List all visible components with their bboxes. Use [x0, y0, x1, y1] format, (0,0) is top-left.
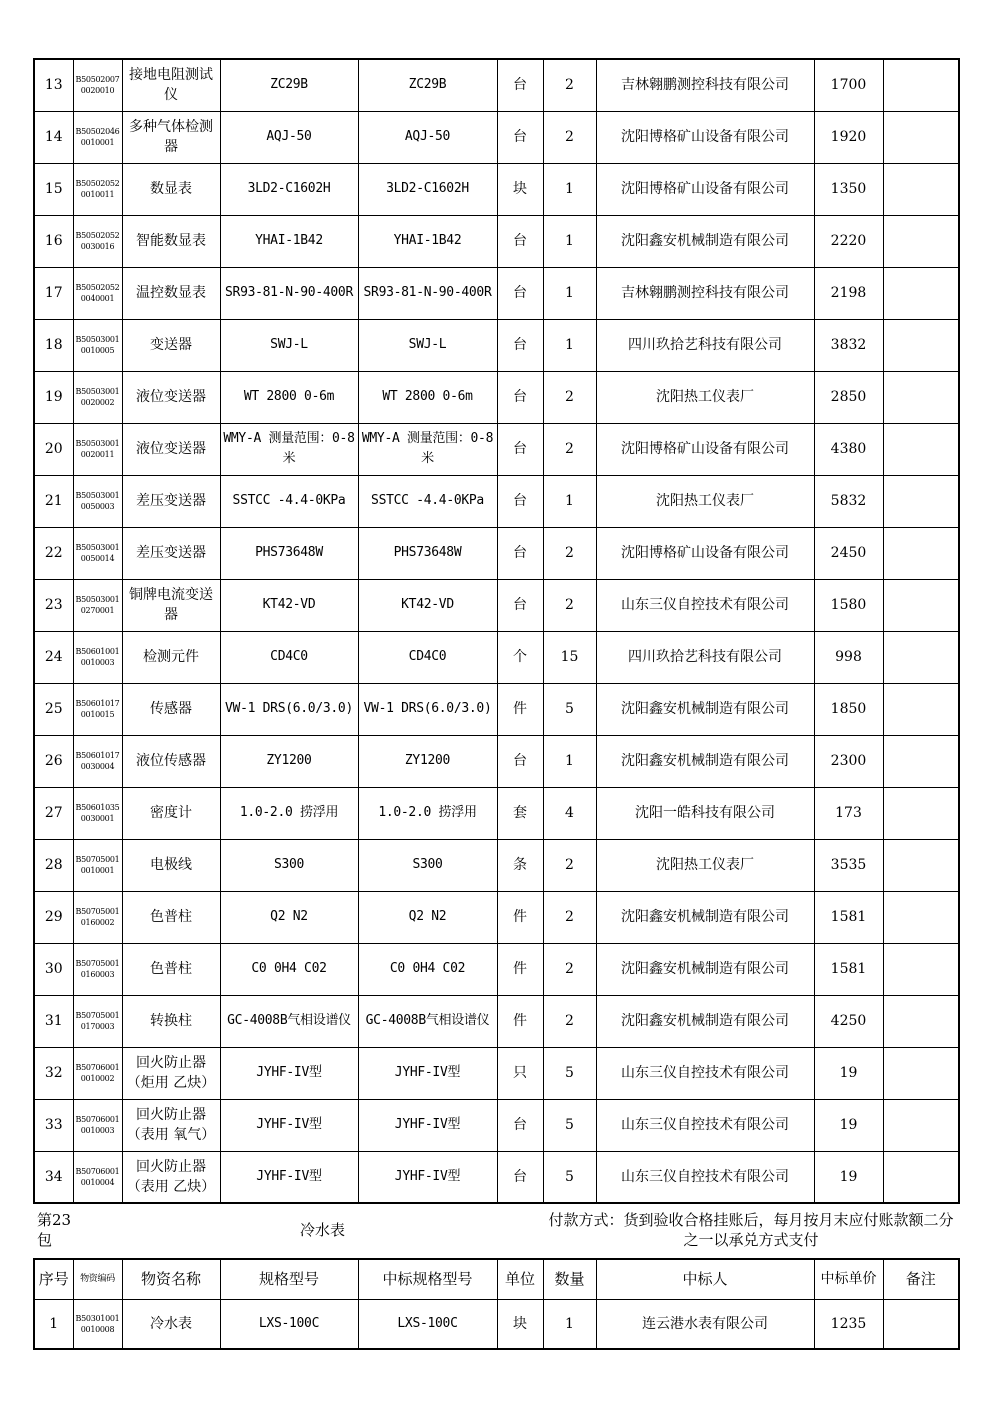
table-row [34, 423, 959, 475]
material-code: B506010350030001 [73, 787, 122, 839]
material-name [122, 995, 220, 1047]
winning-bidder: 沈阳博格矿山设备有限公司 [596, 163, 814, 215]
quantity: 1 [543, 215, 596, 267]
quantity: 2 [543, 423, 596, 475]
unit-price: 2450 [814, 527, 883, 579]
spec-model: ZY1200 [220, 735, 358, 787]
unit-price: 5832 [814, 475, 883, 527]
spec-model: Q2 N2 [220, 891, 358, 943]
header-remark: 备注 [883, 1259, 959, 1299]
remark [883, 111, 959, 163]
unit: 台 [497, 475, 543, 527]
quantity: 2 [543, 527, 596, 579]
material-code: B505030010010005 [73, 319, 122, 371]
spec-model: C0 0H4 C02 [220, 943, 358, 995]
winning-bidder: 山东三仪自控技术有限公司 [596, 1099, 814, 1151]
remark [883, 423, 959, 475]
spec-model: YHAI-1B42 [220, 215, 358, 267]
material-code: B505020520010011 [73, 163, 122, 215]
quantity: 2 [543, 943, 596, 995]
row-number: 29 [34, 891, 73, 943]
row-number: 14 [34, 111, 73, 163]
quantity: 1 [543, 319, 596, 371]
winning-bidder: 四川玖拾艺科技有限公司 [596, 319, 814, 371]
quantity: 2 [543, 111, 596, 163]
bid-spec-model: VW-1 DRS(6.0/3.0) [358, 683, 497, 735]
unit: 台 [497, 59, 543, 111]
remark [883, 631, 959, 683]
winning-bidder: 沈阳博格矿山设备有限公司 [596, 423, 814, 475]
unit-price: 19 [814, 1099, 883, 1151]
table-row [34, 943, 959, 995]
unit-price: 998 [814, 631, 883, 683]
material-name-text: 检测元件 [143, 649, 199, 665]
remark [883, 1299, 959, 1349]
material-name [122, 371, 220, 423]
table-row [34, 735, 959, 787]
unit: 块 [497, 1299, 543, 1349]
bid-spec-model: GC-4008B气相设谱仪 [358, 995, 497, 1047]
material-code: B505020460010001 [73, 111, 122, 163]
table-row [34, 683, 959, 735]
bid-spec-model: YHAI-1B42 [358, 215, 497, 267]
remark [883, 943, 959, 995]
material-name [122, 423, 220, 475]
material-code: B507050010160003 [73, 943, 122, 995]
bid-spec-model: SWJ-L [358, 319, 497, 371]
material-name [122, 163, 220, 215]
material-name [122, 319, 220, 371]
package-table [33, 1258, 960, 1350]
unit: 只 [497, 1047, 543, 1099]
material-code: B506010170010015 [73, 683, 122, 735]
row-number: 23 [34, 579, 73, 631]
spec-model: ZC29B [220, 59, 358, 111]
winning-bidder: 沈阳博格矿山设备有限公司 [596, 527, 814, 579]
quantity: 15 [543, 631, 596, 683]
package-number: 第23包 [37, 1211, 72, 1249]
winning-bidder: 沈阳热工仪表厂 [596, 371, 814, 423]
unit-price: 3535 [814, 839, 883, 891]
winning-bidder: 连云港水表有限公司 [596, 1299, 814, 1349]
winning-bidder: 沈阳热工仪表厂 [596, 475, 814, 527]
header-name: 物资名称 [122, 1259, 220, 1299]
winning-bidder: 沈阳鑫安机械制造有限公司 [596, 891, 814, 943]
winning-bidder: 沈阳一皓科技有限公司 [596, 787, 814, 839]
material-code: B506010010010003 [73, 631, 122, 683]
material-name-text: 接地电阻测试仪 [129, 67, 213, 104]
unit: 台 [497, 1099, 543, 1151]
winning-bidder: 沈阳热工仪表厂 [596, 839, 814, 891]
quantity: 5 [543, 1047, 596, 1099]
unit-price: 1581 [814, 891, 883, 943]
unit: 台 [497, 267, 543, 319]
remark [883, 891, 959, 943]
row-number: 27 [34, 787, 73, 839]
unit-price: 1235 [814, 1299, 883, 1349]
material-code: B507060010010003 [73, 1099, 122, 1151]
row-number: 25 [34, 683, 73, 735]
quantity: 5 [543, 683, 596, 735]
material-name-text: 变送器 [150, 337, 192, 353]
material-name [122, 735, 220, 787]
winning-bidder: 沈阳博格矿山设备有限公司 [596, 111, 814, 163]
unit: 件 [497, 891, 543, 943]
row-number: 21 [34, 475, 73, 527]
bid-spec-model: JYHF-IV型 [358, 1099, 497, 1151]
quantity: 2 [543, 995, 596, 1047]
material-code: B503010010010008 [73, 1299, 122, 1349]
package-title: 冷水表 [300, 1221, 346, 1239]
quantity: 5 [543, 1099, 596, 1151]
header-unit: 单位 [497, 1259, 543, 1299]
bid-spec-model: 3LD2-C1602H [358, 163, 497, 215]
material-table [33, 58, 960, 1204]
table-row [34, 475, 959, 527]
unit: 块 [497, 163, 543, 215]
table-row [34, 215, 959, 267]
unit: 台 [497, 735, 543, 787]
winning-bidder: 吉林翱鹏测控科技有限公司 [596, 59, 814, 111]
remark [883, 163, 959, 215]
unit-price: 4380 [814, 423, 883, 475]
quantity: 2 [543, 59, 596, 111]
unit-price: 19 [814, 1151, 883, 1203]
unit: 个 [497, 631, 543, 683]
bid-spec-model: WT 2800 0-6m [358, 371, 497, 423]
winning-bidder: 吉林翱鹏测控科技有限公司 [596, 267, 814, 319]
table-row [34, 319, 959, 371]
bid-spec-model: PHS73648W [358, 527, 497, 579]
material-code: B505020520030016 [73, 215, 122, 267]
material-name [122, 631, 220, 683]
table-row [34, 1099, 959, 1151]
bid-spec-model: KT42-VD [358, 579, 497, 631]
material-name-text: 差压变送器 [136, 493, 206, 509]
winning-bidder: 山东三仪自控技术有限公司 [596, 579, 814, 631]
table-row [34, 891, 959, 943]
material-code: B505030010020002 [73, 371, 122, 423]
bid-spec-model: WMY-A 测量范围：0-8米 [358, 423, 497, 475]
spec-model: SR93-81-N-90-400R [220, 267, 358, 319]
unit-price: 2198 [814, 267, 883, 319]
unit: 台 [497, 579, 543, 631]
bid-spec-model: Q2 N2 [358, 891, 497, 943]
remark [883, 215, 959, 267]
remark [883, 995, 959, 1047]
row-number: 16 [34, 215, 73, 267]
material-name [122, 475, 220, 527]
unit: 台 [497, 423, 543, 475]
spec-model: AQJ-50 [220, 111, 358, 163]
material-name-text: 铜牌电流变送器 [129, 587, 213, 623]
unit-price: 2220 [814, 215, 883, 267]
material-name-text: 液位变送器 [136, 441, 206, 457]
material-name-text: 差压变送器 [136, 545, 206, 561]
bid-spec-model: SSTCC -4.4-0KPa [358, 475, 497, 527]
material-name [122, 1047, 220, 1099]
material-name [122, 1299, 220, 1349]
material-name-text: 色普柱 [150, 909, 192, 925]
header-qty: 数量 [543, 1259, 596, 1299]
bid-spec-model: LXS-100C [358, 1299, 497, 1349]
winning-bidder: 沈阳鑫安机械制造有限公司 [596, 943, 814, 995]
spec-model: SSTCC -4.4-0KPa [220, 475, 358, 527]
table-row [34, 631, 959, 683]
row-number: 24 [34, 631, 73, 683]
row-number: 15 [34, 163, 73, 215]
quantity: 1 [543, 163, 596, 215]
bid-spec-model: ZY1200 [358, 735, 497, 787]
unit-price: 1700 [814, 59, 883, 111]
table-row [34, 527, 959, 579]
remark [883, 735, 959, 787]
table-row [34, 579, 959, 631]
spec-model: JYHF-IV型 [220, 1151, 358, 1203]
material-code: B507050010160002 [73, 891, 122, 943]
material-code: B505030010050003 [73, 475, 122, 527]
quantity: 5 [543, 1151, 596, 1203]
material-code: B505030010050014 [73, 527, 122, 579]
unit: 台 [497, 371, 543, 423]
spec-model: GC-4008B气相设谱仪 [220, 995, 358, 1047]
remark [883, 267, 959, 319]
remark [883, 683, 959, 735]
material-code: B505020520040001 [73, 267, 122, 319]
table-row [34, 995, 959, 1047]
spec-model: LXS-100C [220, 1299, 358, 1349]
unit-price: 1581 [814, 943, 883, 995]
material-name [122, 111, 220, 163]
unit-price: 1920 [814, 111, 883, 163]
material-name-text: 液位变送器 [136, 389, 206, 405]
remark [883, 59, 959, 111]
material-name [122, 59, 220, 111]
material-name-text: 液位传感器 [136, 753, 206, 769]
remark [883, 319, 959, 371]
material-code: B507060010010004 [73, 1151, 122, 1203]
bid-spec-model: AQJ-50 [358, 111, 497, 163]
unit-price: 19 [814, 1047, 883, 1099]
spec-model: JYHF-IV型 [220, 1099, 358, 1151]
row-number: 33 [34, 1099, 73, 1151]
remark [883, 787, 959, 839]
row-number: 22 [34, 527, 73, 579]
material-name-text: 智能数显表 [136, 233, 206, 249]
row-number: 1 [34, 1299, 73, 1349]
bid-spec-model: C0 0H4 C02 [358, 943, 497, 995]
material-name-text: 多种气体检测器 [129, 119, 213, 155]
remark [883, 475, 959, 527]
spec-model: SWJ-L [220, 319, 358, 371]
material-name [122, 215, 220, 267]
quantity: 1 [543, 475, 596, 527]
bid-spec-model: SR93-81-N-90-400R [358, 267, 497, 319]
material-name-text: 数显表 [150, 181, 192, 197]
unit-price: 1580 [814, 579, 883, 631]
material-name [122, 579, 220, 631]
winning-bidder: 沈阳鑫安机械制造有限公司 [596, 215, 814, 267]
unit: 台 [497, 527, 543, 579]
spec-model: CD4C0 [220, 631, 358, 683]
spec-model: JYHF-IV型 [220, 1047, 358, 1099]
table-header-row [34, 1259, 959, 1299]
row-number: 34 [34, 1151, 73, 1203]
spec-model: WT 2800 0-6m [220, 371, 358, 423]
row-number: 26 [34, 735, 73, 787]
table-row [34, 787, 959, 839]
winning-bidder: 沈阳鑫安机械制造有限公司 [596, 995, 814, 1047]
winning-bidder: 四川玖拾艺科技有限公司 [596, 631, 814, 683]
row-number: 31 [34, 995, 73, 1047]
winning-bidder: 沈阳鑫安机械制造有限公司 [596, 683, 814, 735]
material-code: B507060010010002 [73, 1047, 122, 1099]
header-no: 序号 [34, 1259, 73, 1299]
winning-bidder: 山东三仪自控技术有限公司 [596, 1151, 814, 1203]
material-code: B507050010170003 [73, 995, 122, 1047]
material-name-text: 转换柱 [150, 1013, 192, 1029]
unit-price: 1850 [814, 683, 883, 735]
quantity: 2 [543, 371, 596, 423]
quantity: 2 [543, 579, 596, 631]
spec-model: S300 [220, 839, 358, 891]
quantity: 1 [543, 735, 596, 787]
material-name-text: 回火防止器（表用 乙炔） [126, 1158, 216, 1195]
quantity: 4 [543, 787, 596, 839]
material-code: B505030010020011 [73, 423, 122, 475]
header-code: 物资编码 [73, 1259, 122, 1299]
material-name-text: 回火防止器（表用 氧气） [126, 1107, 216, 1143]
material-name [122, 891, 220, 943]
winning-bidder: 山东三仪自控技术有限公司 [596, 1047, 814, 1099]
table-row [34, 1047, 959, 1099]
material-name-text: 传感器 [150, 701, 192, 717]
material-name [122, 787, 220, 839]
row-number: 13 [34, 59, 73, 111]
material-name [122, 1151, 220, 1203]
table-row [34, 267, 959, 319]
bid-spec-model: JYHF-IV型 [358, 1151, 497, 1203]
unit-price: 3832 [814, 319, 883, 371]
remark [883, 527, 959, 579]
quantity: 2 [543, 891, 596, 943]
header-vendor: 中标人 [596, 1259, 814, 1299]
payment-terms: 付款方式：货到验收合格挂账后，每月按月末应付账款额二分之一以承兑方式支付 [548, 1211, 954, 1249]
material-name-text: 电极线 [150, 857, 192, 873]
material-name [122, 1099, 220, 1151]
material-code: B505020070020010 [73, 59, 122, 111]
unit: 条 [497, 839, 543, 891]
material-code: B507050010010001 [73, 839, 122, 891]
row-number: 19 [34, 371, 73, 423]
quantity: 2 [543, 839, 596, 891]
unit: 台 [497, 111, 543, 163]
material-name [122, 527, 220, 579]
remark [883, 1151, 959, 1203]
remark [883, 1099, 959, 1151]
unit-price: 1350 [814, 163, 883, 215]
table-row [34, 163, 959, 215]
quantity: 1 [543, 1299, 596, 1349]
unit-price: 2850 [814, 371, 883, 423]
material-name [122, 943, 220, 995]
row-number: 20 [34, 423, 73, 475]
unit: 件 [497, 995, 543, 1047]
unit: 台 [497, 1151, 543, 1203]
spec-model: 1.0-2.0 捞浮用 [220, 787, 358, 839]
table-row [34, 1151, 959, 1203]
remark [883, 1047, 959, 1099]
material-name-text: 回火防止器（炬用 乙炔） [126, 1055, 216, 1091]
header-bid-spec: 中标规格型号 [358, 1259, 497, 1299]
bid-spec-model: 1.0-2.0 捞浮用 [358, 787, 497, 839]
material-code: B506010170030004 [73, 735, 122, 787]
table-row [34, 371, 959, 423]
table-row [34, 839, 959, 891]
winning-bidder: 沈阳鑫安机械制造有限公司 [596, 735, 814, 787]
table-row [34, 1299, 959, 1349]
unit-price: 2300 [814, 735, 883, 787]
material-name-text: 色普柱 [150, 961, 192, 977]
bid-spec-model: S300 [358, 839, 497, 891]
spec-model: PHS73648W [220, 527, 358, 579]
material-name-text: 密度计 [150, 805, 192, 821]
row-number: 17 [34, 267, 73, 319]
remark [883, 371, 959, 423]
material-name-text: 冷水表 [150, 1315, 192, 1332]
header-price: 中标单价 [814, 1259, 883, 1299]
unit: 台 [497, 215, 543, 267]
unit: 台 [497, 319, 543, 371]
material-name [122, 267, 220, 319]
remark [883, 839, 959, 891]
bid-spec-model: JYHF-IV型 [358, 1047, 497, 1099]
row-number: 18 [34, 319, 73, 371]
spec-model: KT42-VD [220, 579, 358, 631]
bid-spec-model: CD4C0 [358, 631, 497, 683]
unit: 套 [497, 787, 543, 839]
material-name [122, 839, 220, 891]
unit: 件 [497, 943, 543, 995]
row-number: 30 [34, 943, 73, 995]
material-code: B505030010270001 [73, 579, 122, 631]
unit: 件 [497, 683, 543, 735]
quantity: 1 [543, 267, 596, 319]
table-row [34, 59, 959, 111]
spec-model: WMY-A 测量范围：0-8米 [220, 423, 358, 475]
bid-spec-model: ZC29B [358, 59, 497, 111]
remark [883, 579, 959, 631]
material-name-text: 温控数显表 [136, 285, 206, 301]
material-name [122, 683, 220, 735]
header-spec: 规格型号 [220, 1259, 358, 1299]
unit-price: 4250 [814, 995, 883, 1047]
spec-model: 3LD2-C1602H [220, 163, 358, 215]
spec-model: VW-1 DRS(6.0/3.0) [220, 683, 358, 735]
row-number: 28 [34, 839, 73, 891]
row-number: 32 [34, 1047, 73, 1099]
table-row [34, 111, 959, 163]
unit-price: 173 [814, 787, 883, 839]
